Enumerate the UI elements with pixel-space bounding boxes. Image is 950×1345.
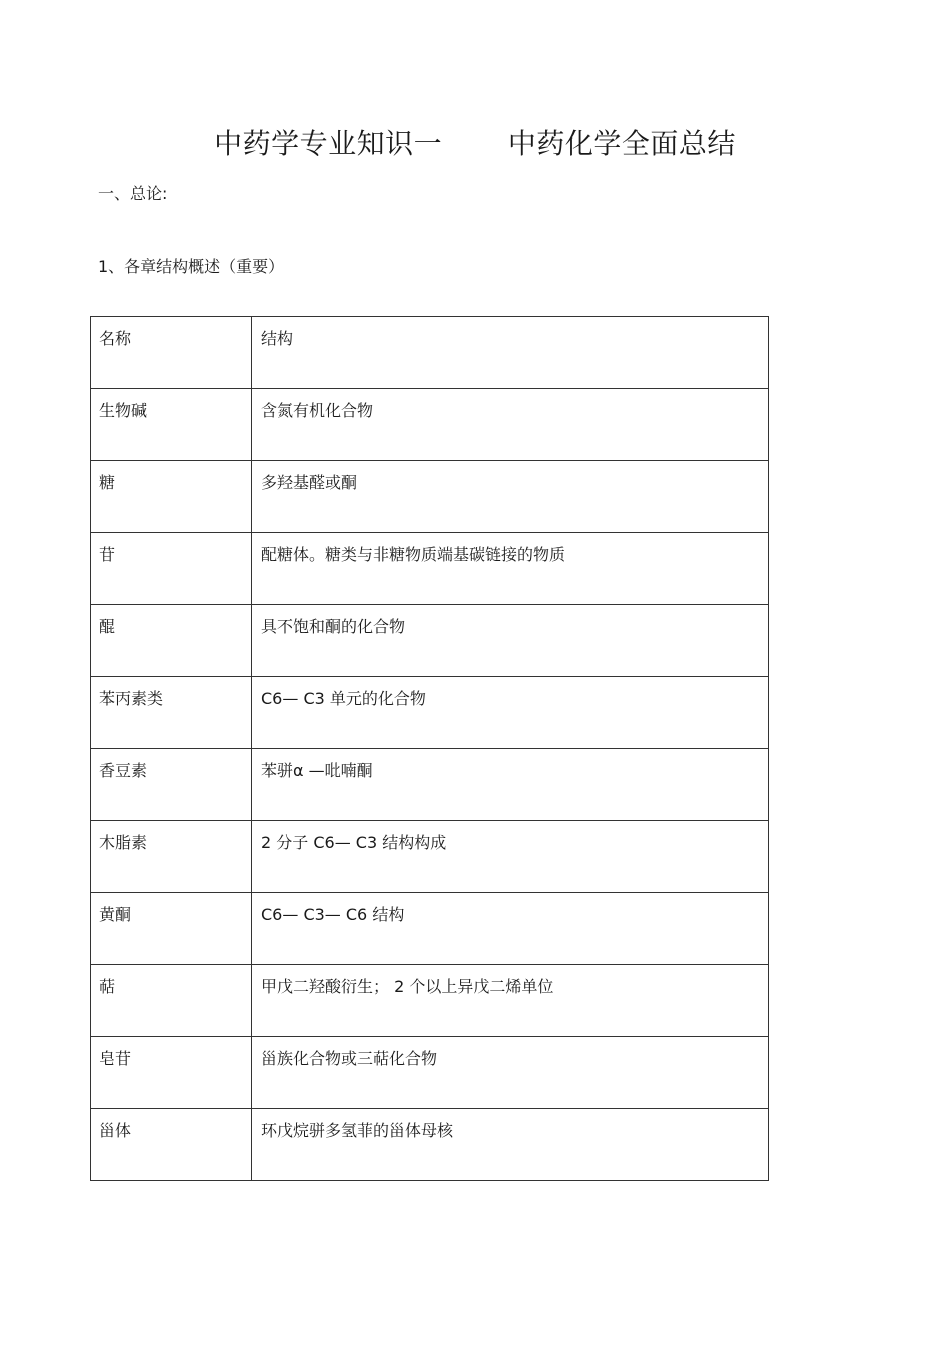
table-cell-structure [252,1037,769,1109]
table-cell-structure [252,821,769,893]
cell-text: C6— C3— C6 结构 [261,905,405,924]
table-row [91,389,769,461]
structure-table [90,316,769,1181]
cell-text: C6— C3 单元的化合物 [261,689,426,708]
cell-text: 糖 [99,473,116,492]
table-cell-structure [252,965,769,1037]
cell-text: 甾族化合物或三萜化合物 [261,1049,438,1068]
cell-text: 甾体 [99,1121,132,1140]
table-cell-name [91,1037,252,1109]
document-title: 中药学专业知识一 中药化学全面总结 [214,127,736,160]
table-row [91,1109,769,1181]
header-structure-label: 结构 [261,329,294,348]
cell-text: 皂苷 [99,1049,132,1068]
table-cell-structure [252,749,769,821]
table-cell-structure [252,605,769,677]
table-cell-name [91,605,252,677]
table-cell-name [91,749,252,821]
table-header-row [91,317,769,389]
cell-text: 木脂素 [99,833,148,852]
table-cell-name [91,677,252,749]
cell-text: 苯骈α —吡喃酮 [261,761,373,780]
subsection-heading: 1、各章结构概述（重要） [98,257,285,276]
table-row [91,677,769,749]
table-cell-structure [252,677,769,749]
table-cell-name [91,893,252,965]
cell-text: 醌 [99,617,116,636]
table-row [91,1037,769,1109]
table-row [91,821,769,893]
section-heading: 一、总论: [98,184,168,203]
table-header-cell [91,317,252,389]
table-row [91,533,769,605]
cell-text: 香豆素 [99,761,148,780]
table-cell-structure [252,893,769,965]
header-name-label: 名称 [99,329,132,348]
cell-text: 多羟基醛或酮 [261,473,358,492]
cell-text: 具不饱和酮的化合物 [261,617,406,636]
cell-text: 2 分子 C6— C3 结构构成 [261,833,447,852]
table-row [91,965,769,1037]
cell-text: 配糖体。糖类与非糖物质端基碳链接的物质 [261,545,566,564]
table-row [91,605,769,677]
table-cell-name [91,1109,252,1181]
cell-text: 甲戊二羟酸衍生； 2 个以上异戊二烯单位 [261,977,554,996]
cell-text: 环戊烷骈多氢菲的甾体母核 [261,1121,454,1140]
table-cell-name [91,533,252,605]
cell-text: 含氮有机化合物 [261,401,374,420]
table-cell-structure [252,1109,769,1181]
table-cell-name [91,965,252,1037]
cell-text: 萜 [99,977,116,996]
table-cell-name [91,461,252,533]
cell-text: 苯丙素类 [99,689,164,708]
cell-text: 生物碱 [99,401,148,420]
table-cell-name [91,389,252,461]
table-cell-structure [252,533,769,605]
cell-text: 苷 [99,545,116,564]
table-cell-structure [252,389,769,461]
table-cell-structure [252,461,769,533]
table-row [91,749,769,821]
table-cell-name [91,821,252,893]
table-header-cell [252,317,769,389]
table-row [91,893,769,965]
table-row [91,461,769,533]
cell-text: 黄酮 [99,905,132,924]
